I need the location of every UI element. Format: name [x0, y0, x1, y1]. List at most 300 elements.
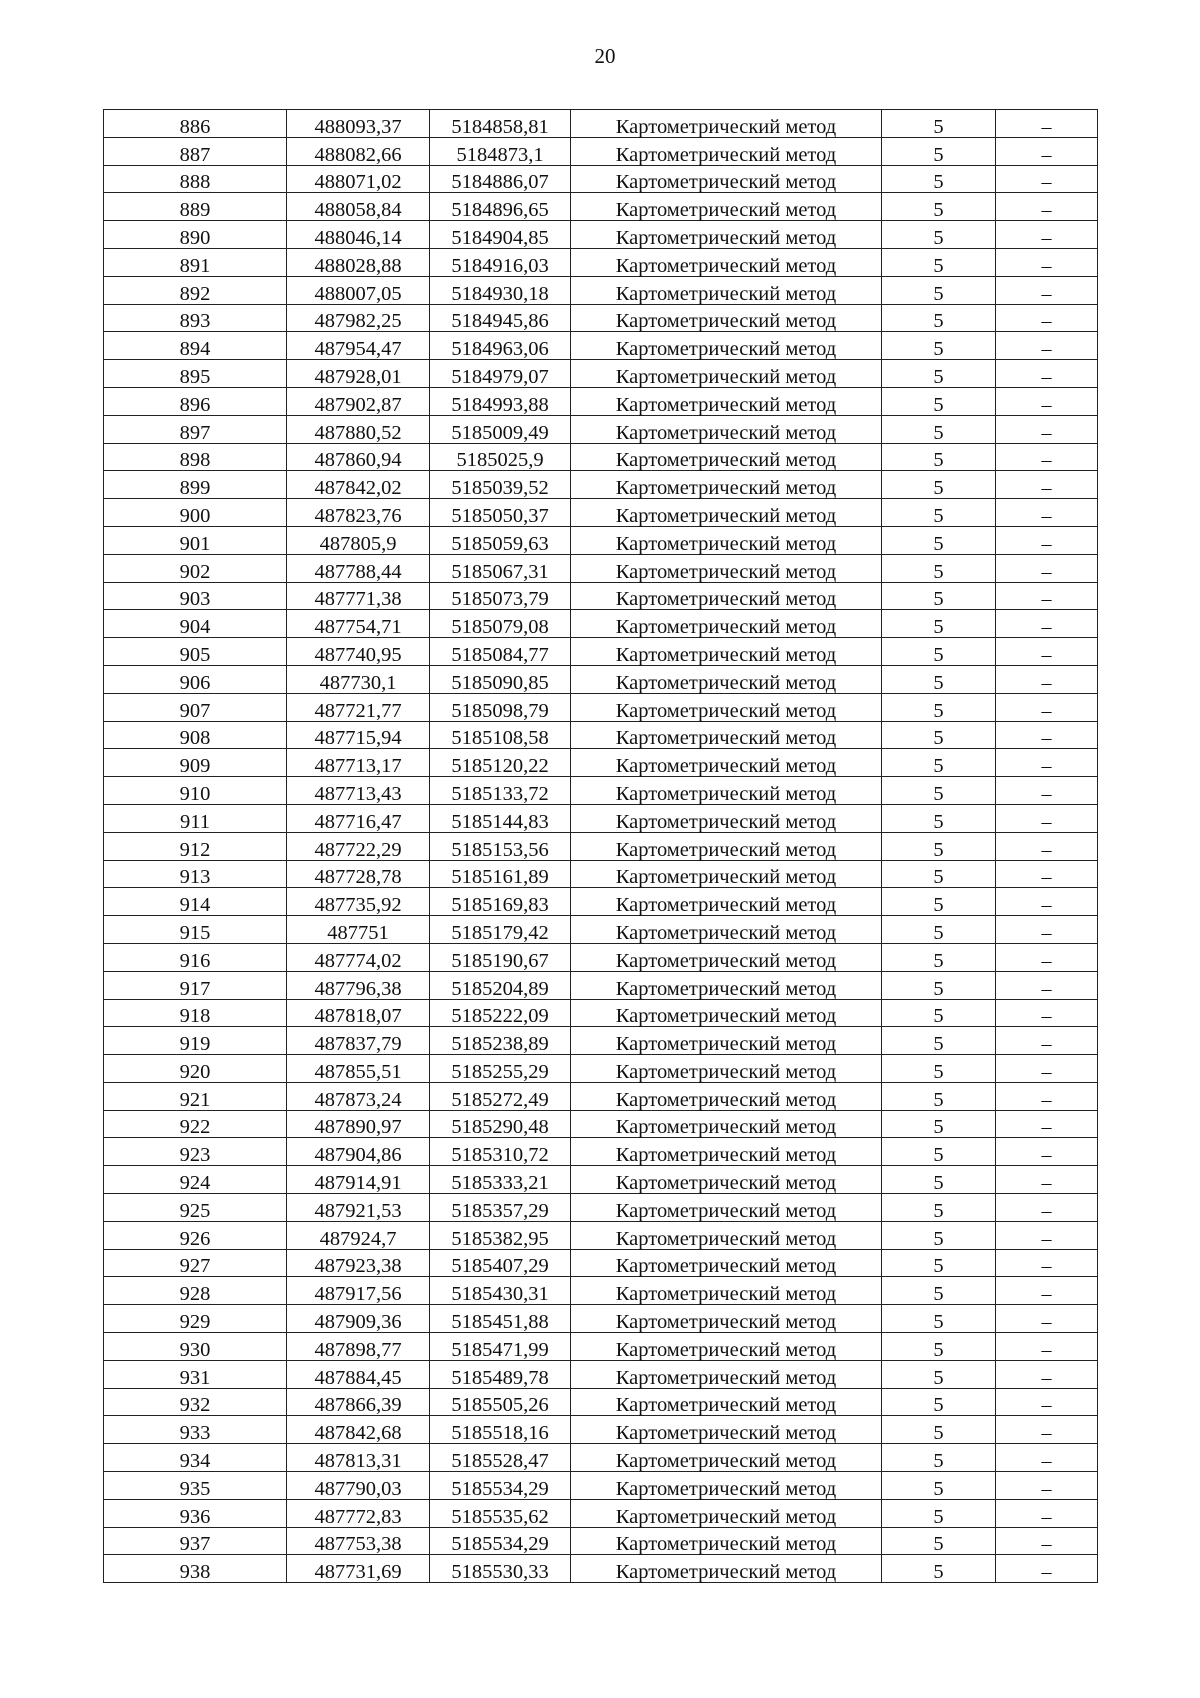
- y-coordinate-cell: 5185108,58: [430, 721, 571, 749]
- description-cell: –: [996, 1333, 1098, 1361]
- description-cell: –: [996, 526, 1098, 554]
- description-cell: –: [996, 999, 1098, 1027]
- point-number-cell: 931: [104, 1360, 287, 1388]
- x-coordinate-cell: 487823,76: [287, 499, 430, 527]
- x-coordinate-cell: 487860,94: [287, 443, 430, 471]
- point-number-cell: 914: [104, 888, 287, 916]
- accuracy-cell: 5: [882, 110, 996, 138]
- accuracy-cell: 5: [882, 1166, 996, 1194]
- x-coordinate-cell: 487731,69: [287, 1555, 430, 1583]
- accuracy-cell: 5: [882, 1277, 996, 1305]
- method-cell: Картометрический метод: [571, 526, 882, 554]
- accuracy-cell: 5: [882, 1110, 996, 1138]
- accuracy-cell: 5: [882, 665, 996, 693]
- x-coordinate-cell: 488093,37: [287, 110, 430, 138]
- x-coordinate-cell: 487751: [287, 916, 430, 944]
- table-row: [104, 1444, 1098, 1472]
- table-row: [104, 804, 1098, 832]
- point-number-cell: 916: [104, 943, 287, 971]
- method-cell: Картометрический метод: [571, 1499, 882, 1527]
- table-row: [104, 943, 1098, 971]
- method-cell: Картометрический метод: [571, 276, 882, 304]
- y-coordinate-cell: 5185489,78: [430, 1360, 571, 1388]
- x-coordinate-cell: 487890,97: [287, 1110, 430, 1138]
- point-number-cell: 899: [104, 471, 287, 499]
- point-number-cell: 906: [104, 665, 287, 693]
- method-cell: Картометрический метод: [571, 137, 882, 165]
- description-cell: –: [996, 1138, 1098, 1166]
- page-number: 20: [594, 44, 616, 68]
- table-row: [104, 110, 1098, 138]
- description-cell: –: [996, 471, 1098, 499]
- y-coordinate-cell: 5184896,65: [430, 193, 571, 221]
- point-number-cell: 928: [104, 1277, 287, 1305]
- point-number-cell: 896: [104, 387, 287, 415]
- accuracy-cell: 5: [882, 276, 996, 304]
- table-row: [104, 193, 1098, 221]
- x-coordinate-cell: 487730,1: [287, 665, 430, 693]
- y-coordinate-cell: 5185530,33: [430, 1555, 571, 1583]
- x-coordinate-cell: 488028,88: [287, 248, 430, 276]
- x-coordinate-cell: 487873,24: [287, 1082, 430, 1110]
- method-cell: Картометрический метод: [571, 888, 882, 916]
- accuracy-cell: 5: [882, 1555, 996, 1583]
- table-row: [104, 610, 1098, 638]
- description-cell: –: [996, 1110, 1098, 1138]
- point-number-cell: 933: [104, 1416, 287, 1444]
- point-number-cell: 915: [104, 916, 287, 944]
- y-coordinate-cell: 5185272,49: [430, 1082, 571, 1110]
- x-coordinate-cell: 487722,29: [287, 832, 430, 860]
- table-row: [104, 1055, 1098, 1083]
- description-cell: –: [996, 665, 1098, 693]
- y-coordinate-cell: 5185290,48: [430, 1110, 571, 1138]
- description-cell: –: [996, 499, 1098, 527]
- description-cell: –: [996, 221, 1098, 249]
- x-coordinate-cell: 487774,02: [287, 943, 430, 971]
- y-coordinate-cell: 5184979,07: [430, 360, 571, 388]
- description-cell: –: [996, 1277, 1098, 1305]
- point-number-cell: 904: [104, 610, 287, 638]
- description-cell: –: [996, 749, 1098, 777]
- method-cell: Картометрический метод: [571, 332, 882, 360]
- accuracy-cell: 5: [882, 832, 996, 860]
- y-coordinate-cell: 5185073,79: [430, 582, 571, 610]
- accuracy-cell: 5: [882, 1388, 996, 1416]
- y-coordinate-cell: 5185407,29: [430, 1249, 571, 1277]
- x-coordinate-cell: 487866,39: [287, 1388, 430, 1416]
- x-coordinate-cell: 487805,9: [287, 526, 430, 554]
- y-coordinate-cell: 5185120,22: [430, 749, 571, 777]
- method-cell: Картометрический метод: [571, 971, 882, 999]
- description-cell: –: [996, 1305, 1098, 1333]
- y-coordinate-cell: 5185534,29: [430, 1472, 571, 1500]
- x-coordinate-cell: 487924,7: [287, 1221, 430, 1249]
- accuracy-cell: 5: [882, 1138, 996, 1166]
- point-number-cell: 920: [104, 1055, 287, 1083]
- y-coordinate-cell: 5185133,72: [430, 777, 571, 805]
- description-cell: –: [996, 777, 1098, 805]
- table-row: [104, 1082, 1098, 1110]
- y-coordinate-cell: 5185098,79: [430, 693, 571, 721]
- point-number-cell: 892: [104, 276, 287, 304]
- description-cell: –: [996, 721, 1098, 749]
- table-row: [104, 360, 1098, 388]
- y-coordinate-cell: 5185153,56: [430, 832, 571, 860]
- description-cell: –: [996, 1444, 1098, 1472]
- x-coordinate-cell: 487914,91: [287, 1166, 430, 1194]
- y-coordinate-cell: 5184945,86: [430, 304, 571, 332]
- description-cell: –: [996, 916, 1098, 944]
- description-cell: –: [996, 1472, 1098, 1500]
- x-coordinate-cell: 487842,02: [287, 471, 430, 499]
- y-coordinate-cell: 5185222,09: [430, 999, 571, 1027]
- table-row: [104, 499, 1098, 527]
- description-cell: –: [996, 554, 1098, 582]
- method-cell: Картометрический метод: [571, 1360, 882, 1388]
- accuracy-cell: 5: [882, 304, 996, 332]
- accuracy-cell: 5: [882, 1527, 996, 1555]
- x-coordinate-cell: 487884,45: [287, 1360, 430, 1388]
- table-row: [104, 248, 1098, 276]
- x-coordinate-cell: 487735,92: [287, 888, 430, 916]
- point-number-cell: 929: [104, 1305, 287, 1333]
- point-number-cell: 913: [104, 860, 287, 888]
- accuracy-cell: 5: [882, 443, 996, 471]
- accuracy-cell: 5: [882, 248, 996, 276]
- method-cell: Картометрический метод: [571, 943, 882, 971]
- x-coordinate-cell: 487954,47: [287, 332, 430, 360]
- table-row: [104, 165, 1098, 193]
- description-cell: –: [996, 610, 1098, 638]
- table-row: [104, 665, 1098, 693]
- point-number-cell: 934: [104, 1444, 287, 1472]
- table-row: [104, 221, 1098, 249]
- table-row: [104, 638, 1098, 666]
- accuracy-cell: 5: [882, 1416, 996, 1444]
- point-number-cell: 932: [104, 1388, 287, 1416]
- method-cell: Картометрический метод: [571, 693, 882, 721]
- method-cell: Картометрический метод: [571, 1444, 882, 1472]
- x-coordinate-cell: 487855,51: [287, 1055, 430, 1083]
- y-coordinate-cell: 5185451,88: [430, 1305, 571, 1333]
- description-cell: –: [996, 888, 1098, 916]
- table-row: [104, 1110, 1098, 1138]
- accuracy-cell: 5: [882, 943, 996, 971]
- accuracy-cell: 5: [882, 1194, 996, 1222]
- table-row: [104, 749, 1098, 777]
- point-number-cell: 919: [104, 1027, 287, 1055]
- table-row: [104, 1388, 1098, 1416]
- x-coordinate-cell: 487837,79: [287, 1027, 430, 1055]
- point-number-cell: 922: [104, 1110, 287, 1138]
- x-coordinate-cell: 487818,07: [287, 999, 430, 1027]
- accuracy-cell: 5: [882, 888, 996, 916]
- x-coordinate-cell: 487771,38: [287, 582, 430, 610]
- description-cell: –: [996, 693, 1098, 721]
- x-coordinate-cell: 488046,14: [287, 221, 430, 249]
- y-coordinate-cell: 5184993,88: [430, 387, 571, 415]
- accuracy-cell: 5: [882, 1444, 996, 1472]
- table-row: [104, 832, 1098, 860]
- description-cell: –: [996, 276, 1098, 304]
- x-coordinate-cell: 487921,53: [287, 1194, 430, 1222]
- accuracy-cell: 5: [882, 610, 996, 638]
- y-coordinate-cell: 5184886,07: [430, 165, 571, 193]
- accuracy-cell: 5: [882, 971, 996, 999]
- table-row: [104, 1305, 1098, 1333]
- table-row: [104, 1166, 1098, 1194]
- point-number-cell: 925: [104, 1194, 287, 1222]
- accuracy-cell: 5: [882, 1055, 996, 1083]
- point-number-cell: 926: [104, 1221, 287, 1249]
- y-coordinate-cell: 5185090,85: [430, 665, 571, 693]
- description-cell: –: [996, 304, 1098, 332]
- description-cell: –: [996, 1555, 1098, 1583]
- x-coordinate-cell: 487928,01: [287, 360, 430, 388]
- y-coordinate-cell: 5185025,9: [430, 443, 571, 471]
- description-cell: –: [996, 137, 1098, 165]
- method-cell: Картометрический метод: [571, 1138, 882, 1166]
- table-row: [104, 332, 1098, 360]
- point-number-cell: 909: [104, 749, 287, 777]
- accuracy-cell: 5: [882, 332, 996, 360]
- x-coordinate-cell: 487813,31: [287, 1444, 430, 1472]
- x-coordinate-cell: 487898,77: [287, 1333, 430, 1361]
- method-cell: Картометрический метод: [571, 1555, 882, 1583]
- method-cell: Картометрический метод: [571, 360, 882, 388]
- point-number-cell: 935: [104, 1472, 287, 1500]
- accuracy-cell: 5: [882, 1082, 996, 1110]
- coordinates-table-body: [104, 110, 1098, 1583]
- y-coordinate-cell: 5185059,63: [430, 526, 571, 554]
- method-cell: Картометрический метод: [571, 1333, 882, 1361]
- description-cell: –: [996, 165, 1098, 193]
- point-number-cell: 886: [104, 110, 287, 138]
- table-row: [104, 971, 1098, 999]
- x-coordinate-cell: 487909,36: [287, 1305, 430, 1333]
- description-cell: –: [996, 415, 1098, 443]
- point-number-cell: 887: [104, 137, 287, 165]
- point-number-cell: 900: [104, 499, 287, 527]
- method-cell: Картометрический метод: [571, 1527, 882, 1555]
- method-cell: Картометрический метод: [571, 387, 882, 415]
- y-coordinate-cell: 5185144,83: [430, 804, 571, 832]
- method-cell: Картометрический метод: [571, 1277, 882, 1305]
- method-cell: Картометрический метод: [571, 1082, 882, 1110]
- method-cell: Картометрический метод: [571, 638, 882, 666]
- x-coordinate-cell: 487772,83: [287, 1499, 430, 1527]
- point-number-cell: 938: [104, 1555, 287, 1583]
- method-cell: Картометрический метод: [571, 1416, 882, 1444]
- table-row: [104, 1277, 1098, 1305]
- description-cell: –: [996, 1082, 1098, 1110]
- point-number-cell: 921: [104, 1082, 287, 1110]
- description-cell: –: [996, 1166, 1098, 1194]
- method-cell: Картометрический метод: [571, 1194, 882, 1222]
- point-number-cell: 930: [104, 1333, 287, 1361]
- method-cell: Картометрический метод: [571, 1027, 882, 1055]
- x-coordinate-cell: 487904,86: [287, 1138, 430, 1166]
- x-coordinate-cell: 487923,38: [287, 1249, 430, 1277]
- method-cell: Картометрический метод: [571, 1472, 882, 1500]
- x-coordinate-cell: 487721,77: [287, 693, 430, 721]
- table-row: [104, 304, 1098, 332]
- point-number-cell: 907: [104, 693, 287, 721]
- point-number-cell: 905: [104, 638, 287, 666]
- x-coordinate-cell: 487753,38: [287, 1527, 430, 1555]
- accuracy-cell: 5: [882, 721, 996, 749]
- table-row: [104, 387, 1098, 415]
- point-number-cell: 908: [104, 721, 287, 749]
- point-number-cell: 891: [104, 248, 287, 276]
- y-coordinate-cell: 5185009,49: [430, 415, 571, 443]
- description-cell: –: [996, 832, 1098, 860]
- y-coordinate-cell: 5185238,89: [430, 1027, 571, 1055]
- table-row: [104, 888, 1098, 916]
- y-coordinate-cell: 5185067,31: [430, 554, 571, 582]
- point-number-cell: 912: [104, 832, 287, 860]
- x-coordinate-cell: 487713,43: [287, 777, 430, 805]
- accuracy-cell: 5: [882, 1027, 996, 1055]
- description-cell: –: [996, 1527, 1098, 1555]
- x-coordinate-cell: 487880,52: [287, 415, 430, 443]
- method-cell: Картометрический метод: [571, 554, 882, 582]
- x-coordinate-cell: 487842,68: [287, 1416, 430, 1444]
- accuracy-cell: 5: [882, 1305, 996, 1333]
- accuracy-cell: 5: [882, 804, 996, 832]
- point-number-cell: 888: [104, 165, 287, 193]
- accuracy-cell: 5: [882, 499, 996, 527]
- table-row: [104, 1416, 1098, 1444]
- accuracy-cell: 5: [882, 777, 996, 805]
- method-cell: Картометрический метод: [571, 193, 882, 221]
- table-row: [104, 1360, 1098, 1388]
- table-row: [104, 721, 1098, 749]
- description-cell: –: [996, 1194, 1098, 1222]
- point-number-cell: 890: [104, 221, 287, 249]
- method-cell: Картометрический метод: [571, 415, 882, 443]
- x-coordinate-cell: 487754,71: [287, 610, 430, 638]
- method-cell: Картометрический метод: [571, 749, 882, 777]
- description-cell: –: [996, 1360, 1098, 1388]
- description-cell: –: [996, 387, 1098, 415]
- y-coordinate-cell: 5185518,16: [430, 1416, 571, 1444]
- table-row: [104, 1027, 1098, 1055]
- table-row: [104, 1138, 1098, 1166]
- table-row: [104, 1499, 1098, 1527]
- method-cell: Картометрический метод: [571, 721, 882, 749]
- y-coordinate-cell: 5185190,67: [430, 943, 571, 971]
- point-number-cell: 924: [104, 1166, 287, 1194]
- table-row: [104, 916, 1098, 944]
- accuracy-cell: 5: [882, 165, 996, 193]
- description-cell: –: [996, 1499, 1098, 1527]
- table-row: [104, 1472, 1098, 1500]
- y-coordinate-cell: 5184858,81: [430, 110, 571, 138]
- point-number-cell: 910: [104, 777, 287, 805]
- x-coordinate-cell: 488058,84: [287, 193, 430, 221]
- description-cell: –: [996, 860, 1098, 888]
- method-cell: Картометрический метод: [571, 1221, 882, 1249]
- y-coordinate-cell: 5185084,77: [430, 638, 571, 666]
- accuracy-cell: 5: [882, 582, 996, 610]
- method-cell: Картометрический метод: [571, 804, 882, 832]
- table-row: [104, 471, 1098, 499]
- method-cell: Картометрический метод: [571, 777, 882, 805]
- accuracy-cell: 5: [882, 387, 996, 415]
- method-cell: Картометрический метод: [571, 1249, 882, 1277]
- y-coordinate-cell: 5185169,83: [430, 888, 571, 916]
- accuracy-cell: 5: [882, 137, 996, 165]
- x-coordinate-cell: 487740,95: [287, 638, 430, 666]
- table-row: [104, 693, 1098, 721]
- description-cell: –: [996, 1416, 1098, 1444]
- y-coordinate-cell: 5185050,37: [430, 499, 571, 527]
- point-number-cell: 903: [104, 582, 287, 610]
- method-cell: Картометрический метод: [571, 610, 882, 638]
- accuracy-cell: 5: [882, 693, 996, 721]
- x-coordinate-cell: 487715,94: [287, 721, 430, 749]
- description-cell: –: [996, 638, 1098, 666]
- table-row: [104, 582, 1098, 610]
- table-row: [104, 276, 1098, 304]
- description-cell: –: [996, 248, 1098, 276]
- y-coordinate-cell: 5185535,62: [430, 1499, 571, 1527]
- point-number-cell: 927: [104, 1249, 287, 1277]
- description-cell: –: [996, 1027, 1098, 1055]
- accuracy-cell: 5: [882, 526, 996, 554]
- accuracy-cell: 5: [882, 415, 996, 443]
- method-cell: Картометрический метод: [571, 582, 882, 610]
- y-coordinate-cell: 5185255,29: [430, 1055, 571, 1083]
- table-row: [104, 443, 1098, 471]
- table-row: [104, 526, 1098, 554]
- y-coordinate-cell: 5184930,18: [430, 276, 571, 304]
- description-cell: –: [996, 1249, 1098, 1277]
- description-cell: –: [996, 332, 1098, 360]
- x-coordinate-cell: 487716,47: [287, 804, 430, 832]
- method-cell: Картометрический метод: [571, 1055, 882, 1083]
- method-cell: Картометрический метод: [571, 665, 882, 693]
- accuracy-cell: 5: [882, 471, 996, 499]
- accuracy-cell: 5: [882, 1360, 996, 1388]
- y-coordinate-cell: 5185039,52: [430, 471, 571, 499]
- point-number-cell: 897: [104, 415, 287, 443]
- accuracy-cell: 5: [882, 360, 996, 388]
- table-row: [104, 137, 1098, 165]
- accuracy-cell: 5: [882, 916, 996, 944]
- point-number-cell: 936: [104, 1499, 287, 1527]
- table-row: [104, 777, 1098, 805]
- table-row: [104, 415, 1098, 443]
- y-coordinate-cell: 5185528,47: [430, 1444, 571, 1472]
- point-number-cell: 893: [104, 304, 287, 332]
- description-cell: –: [996, 443, 1098, 471]
- y-coordinate-cell: 5184963,06: [430, 332, 571, 360]
- method-cell: Картометрический метод: [571, 916, 882, 944]
- point-number-cell: 889: [104, 193, 287, 221]
- accuracy-cell: 5: [882, 554, 996, 582]
- method-cell: Картометрический метод: [571, 471, 882, 499]
- accuracy-cell: 5: [882, 1249, 996, 1277]
- x-coordinate-cell: 487790,03: [287, 1472, 430, 1500]
- method-cell: Картометрический метод: [571, 1305, 882, 1333]
- accuracy-cell: 5: [882, 1472, 996, 1500]
- method-cell: Картометрический метод: [571, 1388, 882, 1416]
- accuracy-cell: 5: [882, 860, 996, 888]
- method-cell: Картометрический метод: [571, 221, 882, 249]
